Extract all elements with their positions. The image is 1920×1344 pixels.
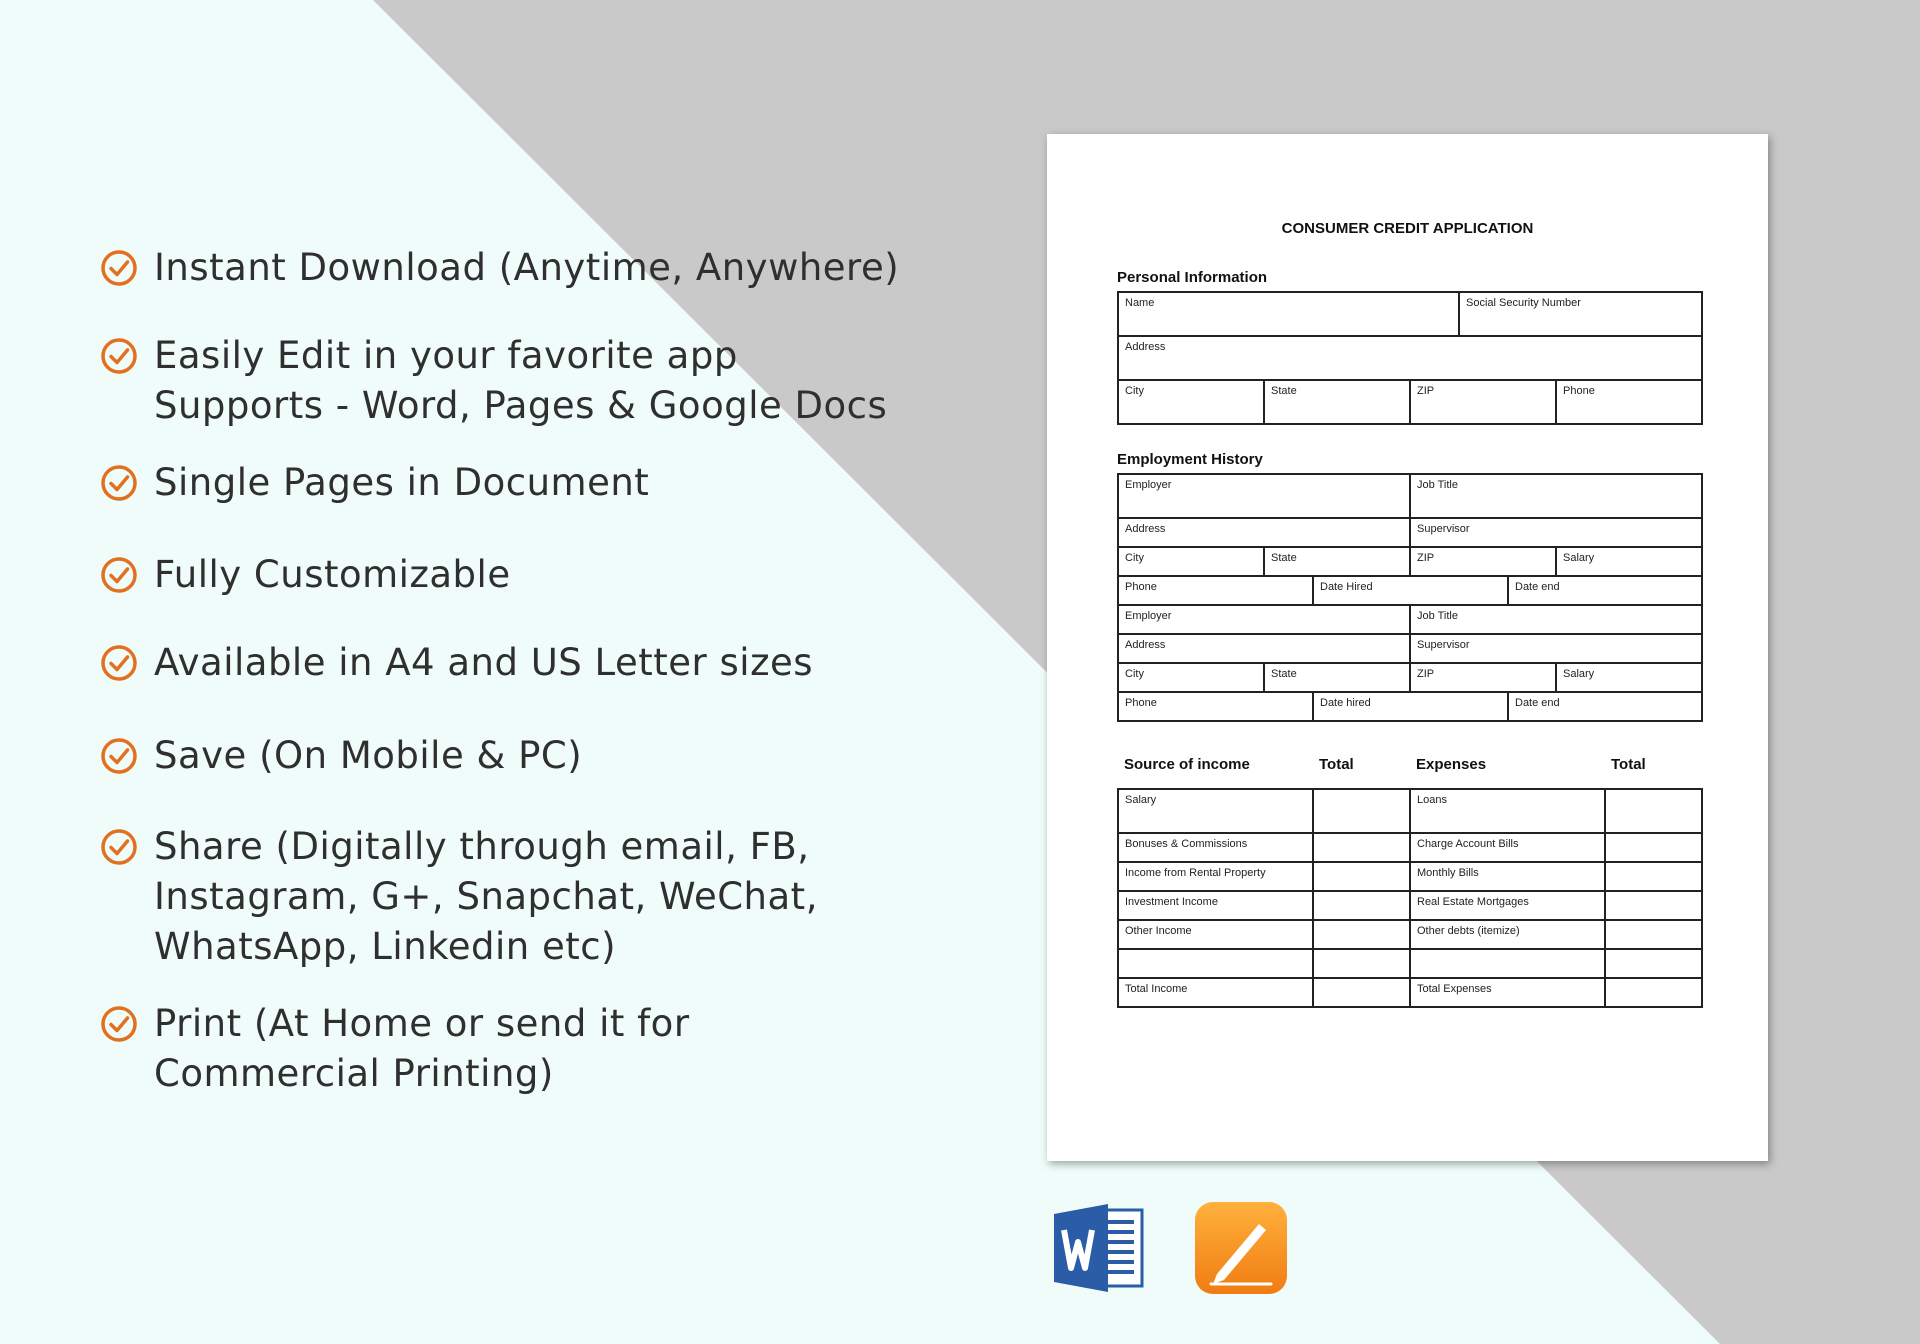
zip-field: ZIP — [1411, 381, 1557, 425]
supervisor-field: Supervisor — [1411, 635, 1703, 664]
employer-zip-field: ZIP — [1411, 548, 1557, 577]
address-field: Address — [1119, 337, 1703, 381]
check-circle-icon — [100, 828, 138, 866]
income-total-cell — [1314, 790, 1411, 834]
expense-total-cell — [1606, 921, 1703, 950]
word-icon — [1052, 1200, 1148, 1296]
pages-icon — [1193, 1200, 1289, 1296]
income-source-header: Source of income — [1124, 756, 1250, 773]
feature-line: Instant Download (Anytime, Anywhere) — [154, 246, 900, 289]
table-row — [1119, 577, 1703, 606]
job-title-field: Job Title — [1411, 606, 1703, 635]
document-title: CONSUMER CREDIT APPLICATION — [1281, 220, 1534, 237]
check-circle-icon — [100, 556, 138, 594]
feature-line: Supports - Word, Pages & Google Docs — [154, 384, 888, 427]
expense-label: Loans — [1411, 790, 1606, 834]
income-total-cell — [1314, 950, 1411, 979]
feature-text — [154, 822, 818, 972]
income-label: Salary — [1119, 790, 1314, 834]
table-row — [1119, 606, 1703, 635]
employer-address-field: Address — [1119, 635, 1411, 664]
expense-total-cell — [1606, 979, 1703, 1008]
feature-item — [100, 243, 899, 293]
table-row — [1119, 892, 1703, 921]
check-circle-icon — [100, 644, 138, 682]
salary-field: Salary — [1557, 664, 1703, 693]
expense-label: Monthly Bills — [1411, 863, 1606, 892]
feature-line: WhatsApp, Linkedin etc) — [154, 925, 617, 968]
employer-phone-field: Phone — [1119, 577, 1314, 606]
employment-history-table — [1117, 473, 1703, 722]
table-row — [1119, 381, 1703, 425]
check-circle-icon — [100, 1005, 138, 1043]
check-circle-icon — [100, 249, 138, 287]
feature-item — [100, 331, 887, 431]
expense-label: Other debts (itemize) — [1411, 921, 1606, 950]
expenses-header: Expenses — [1416, 756, 1487, 773]
expense-total-cell — [1606, 950, 1703, 979]
feature-line: Print (At Home or send it for — [154, 1002, 690, 1045]
table-row — [1119, 863, 1703, 892]
expense-label: Charge Account Bills — [1411, 834, 1606, 863]
phone-field: Phone — [1557, 381, 1703, 425]
employer-address-field: Address — [1119, 519, 1411, 548]
expense-total-cell — [1606, 834, 1703, 863]
table-row — [1119, 834, 1703, 863]
check-circle-icon — [100, 464, 138, 502]
employer-phone-field: Phone — [1119, 693, 1314, 722]
feature-text — [154, 458, 649, 508]
table-row — [1119, 790, 1703, 834]
table-row — [1119, 635, 1703, 664]
feature-item — [100, 731, 582, 781]
date-end-field: Date end — [1509, 577, 1703, 606]
expense-label: Real Estate Mortgages — [1411, 892, 1606, 921]
feature-text — [154, 243, 899, 293]
feature-text — [154, 550, 511, 600]
feature-item — [100, 822, 818, 972]
income-label: Income from Rental Property — [1119, 863, 1314, 892]
feature-text — [154, 731, 582, 781]
check-circle-icon — [100, 737, 138, 775]
income-label: Bonuses & Commissions — [1119, 834, 1314, 863]
income-label: Investment Income — [1119, 892, 1314, 921]
section-title-personal: Personal Information — [1117, 269, 1268, 286]
table-row — [1119, 548, 1703, 577]
feature-line: Available in A4 and US Letter sizes — [154, 641, 814, 684]
feature-line: Fully Customizable — [154, 553, 511, 596]
table-row — [1119, 293, 1703, 337]
feature-line: Single Pages in Document — [154, 461, 650, 504]
name-field: Name — [1119, 293, 1460, 337]
feature-item — [100, 999, 690, 1099]
employer-city-field: City — [1119, 548, 1265, 577]
table-row — [1119, 475, 1703, 519]
income-total-cell — [1314, 892, 1411, 921]
check-circle-icon — [100, 337, 138, 375]
date-hired-field: Date Hired — [1314, 577, 1509, 606]
feature-item — [100, 458, 649, 508]
section-title-employment: Employment History — [1117, 451, 1263, 468]
income-total-cell — [1314, 834, 1411, 863]
feature-text — [154, 638, 813, 688]
employer-state-field: State — [1265, 664, 1411, 693]
income-total-cell — [1314, 921, 1411, 950]
table-row — [1119, 693, 1703, 722]
city-field: City — [1119, 381, 1265, 425]
feature-item — [100, 638, 813, 688]
income-label: Total Income — [1119, 979, 1314, 1008]
expenses-total-header: Total — [1611, 756, 1646, 773]
table-row — [1119, 337, 1703, 381]
table-row — [1119, 950, 1703, 979]
job-title-field: Job Title — [1411, 475, 1703, 519]
table-row — [1119, 519, 1703, 548]
income-label: Other Income — [1119, 921, 1314, 950]
employer-field: Employer — [1119, 475, 1411, 519]
income-total-header: Total — [1319, 756, 1354, 773]
feature-line: Easily Edit in your favorite app — [154, 334, 738, 377]
income-total-cell — [1314, 979, 1411, 1008]
expense-total-cell — [1606, 892, 1703, 921]
date-hired-field: Date hired — [1314, 693, 1509, 722]
income-total-cell — [1314, 863, 1411, 892]
employer-state-field: State — [1265, 548, 1411, 577]
income-expenses-table — [1117, 788, 1703, 1008]
table-row — [1119, 979, 1703, 1008]
expense-label — [1411, 950, 1606, 979]
salary-field: Salary — [1557, 548, 1703, 577]
expense-total-cell — [1606, 863, 1703, 892]
supervisor-field: Supervisor — [1411, 519, 1703, 548]
feature-line: Instagram, G+, Snapchat, WeChat, — [154, 875, 818, 918]
feature-text — [154, 999, 690, 1099]
table-row — [1119, 921, 1703, 950]
feature-line: Share (Digitally through email, FB, — [154, 825, 810, 868]
date-end-field: Date end — [1509, 693, 1703, 722]
state-field: State — [1265, 381, 1411, 425]
expense-total-cell — [1606, 790, 1703, 834]
table-row — [1119, 664, 1703, 693]
personal-info-table — [1117, 291, 1703, 425]
employer-zip-field: ZIP — [1411, 664, 1557, 693]
employer-city-field: City — [1119, 664, 1265, 693]
document-preview — [1047, 134, 1768, 1161]
feature-item — [100, 550, 511, 600]
employer-field: Employer — [1119, 606, 1411, 635]
feature-line: Commercial Printing) — [154, 1052, 554, 1095]
ssn-field: Social Security Number — [1460, 293, 1703, 337]
feature-line: Save (On Mobile & PC) — [154, 734, 583, 777]
income-label — [1119, 950, 1314, 979]
feature-text — [154, 331, 887, 431]
expense-label: Total Expenses — [1411, 979, 1606, 1008]
